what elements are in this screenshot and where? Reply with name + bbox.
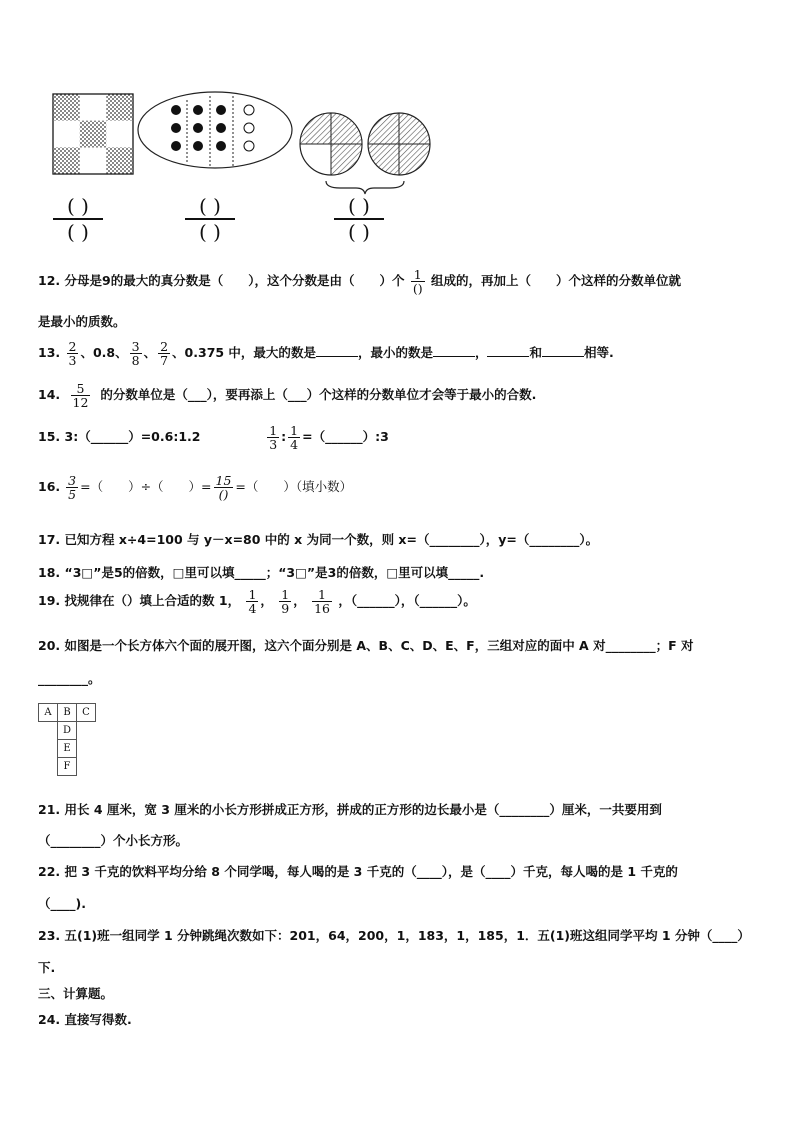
question-number: 23.	[38, 928, 61, 943]
question-23-cont: 下.	[38, 960, 56, 975]
fraction: $\frac{1}{16}$	[314, 587, 330, 617]
question-17: 17. 已知方程 x÷4=100 与 y－x=80 中的 x 为同一个数，则 x=（________），y=（________）。	[38, 532, 599, 547]
answer-fraction-2[interactable]: ( ) ( )	[185, 196, 235, 242]
answer-fraction-1[interactable]: ( ) ( )	[53, 196, 103, 242]
answer-blank[interactable]	[316, 345, 358, 357]
question-15: 15. 3:（______）=0.6:1.2 $\frac{1}{3}$ : $\frac{1}{4}$ =（______）:3	[38, 423, 389, 453]
fraction-figures	[50, 88, 440, 198]
question-number: 14.	[38, 387, 61, 403]
question-number: 19.	[38, 593, 61, 609]
question-number: 21.	[38, 802, 61, 817]
net-face: D	[58, 722, 77, 740]
question-20-cont: ________。	[38, 671, 101, 686]
question-number: 13.	[38, 345, 61, 361]
fraction: $\frac{3}{5}$	[68, 473, 77, 503]
question-22: 22. 把 3 千克的饮料平均分给 8 个同学喝，每人喝的是 3 千克的（____），是（____）千克，每人喝的是 1 千克的	[38, 864, 678, 879]
net-face: F	[58, 758, 77, 776]
question-16: 16. $\frac{3}{5}$ =（ ）÷（ ）= $\frac{15}{()}$ =（ ）（填小数）	[38, 473, 353, 503]
question-24: 24. 直接写得数.	[38, 1012, 132, 1027]
answer-fraction-3[interactable]: ( ) ( )	[334, 196, 384, 242]
net-face: E	[58, 740, 77, 758]
net-face: B	[58, 704, 77, 722]
fraction: $\frac{2}{7}$	[160, 339, 169, 369]
fraction: $\frac{15}{()}$	[215, 473, 232, 503]
question-number: 15.	[38, 429, 61, 445]
fraction: $\frac{5}{12}$	[72, 381, 89, 411]
question-number: 16.	[38, 479, 61, 495]
question-number: 12.	[38, 273, 61, 289]
checker-square-figure	[53, 94, 133, 174]
fraction: $\frac{3}{8}$	[131, 339, 140, 369]
fraction: $\frac{2}{3}$	[68, 339, 77, 369]
cuboid-net-figure	[38, 703, 96, 776]
answer-blank[interactable]	[433, 345, 475, 357]
section-title: 三、计算题。	[38, 986, 114, 1001]
question-18: 18. “3□”是5的倍数，□里可以填_____；“3□”是3的倍数，□里可以填_____.	[38, 565, 485, 580]
fraction: $\frac{1}{3}$	[269, 423, 278, 453]
question-number: 20.	[38, 638, 61, 653]
fraction: $\frac{1}{9}$	[281, 587, 290, 617]
oval-dots-figure	[138, 92, 292, 168]
answer-blank[interactable]	[487, 345, 529, 357]
question-21: 21. 用长 4 厘米，宽 3 厘米的小长方形拼成正方形，拼成的正方形的边长最小是（________）厘米，一共要用到	[38, 802, 662, 817]
question-12: 12. 分母是9的最大的真分数是（ ），这个分数是由（ ）个 $\frac{1}{()}$ 组成的，再加上（ ）个这样的分数单位就	[38, 267, 681, 297]
question-19: 19. 找规律在（）填上合适的数 1， $\frac{1}{4}$ ， $\frac{1}{9}$ ， $\frac{1}{16}$ ，（______），（______）。	[38, 587, 476, 617]
question-number: 24.	[38, 1012, 61, 1027]
question-number: 22.	[38, 864, 61, 879]
fraction: $\frac{1}{()}$	[412, 267, 423, 297]
question-number: 18.	[38, 565, 61, 580]
net-face: A	[39, 704, 58, 722]
net-face: C	[77, 704, 96, 722]
question-20: 20. 如图是一个长方体六个面的展开图，这六个面分别是 A、B、C、D、E、F，三组对应的面中 A 对________；F 对	[38, 638, 694, 653]
question-12-cont: 是最小的质数。	[38, 314, 126, 329]
question-14: 14. $\frac{5}{12}$ 的分数单位是（___），要再添上（___）个这样的分数单位才会等于最小的合数.	[38, 381, 537, 411]
question-23: 23. 五(1)班一组同学 1 分钟跳绳次数如下：201，64，200，1，183，1，185，1．五(1)班这组同学平均 1 分钟（____）	[38, 928, 750, 943]
question-21-cont: （________）个小长方形。	[38, 833, 189, 848]
question-22-cont: （____).	[38, 896, 86, 911]
fraction: $\frac{1}{4}$	[290, 423, 299, 453]
fraction: $\frac{1}{4}$	[248, 587, 257, 617]
question-number: 17.	[38, 532, 61, 547]
question-13: 13. $\frac{2}{3}$ 、0.8、 $\frac{3}{8}$ 、 $\frac{2}{7}$ 、0.375 中，最大的数是 ，最小的数是 ， 和 相等.	[38, 339, 614, 369]
answer-blank[interactable]	[542, 345, 584, 357]
circles-figure	[300, 113, 430, 194]
